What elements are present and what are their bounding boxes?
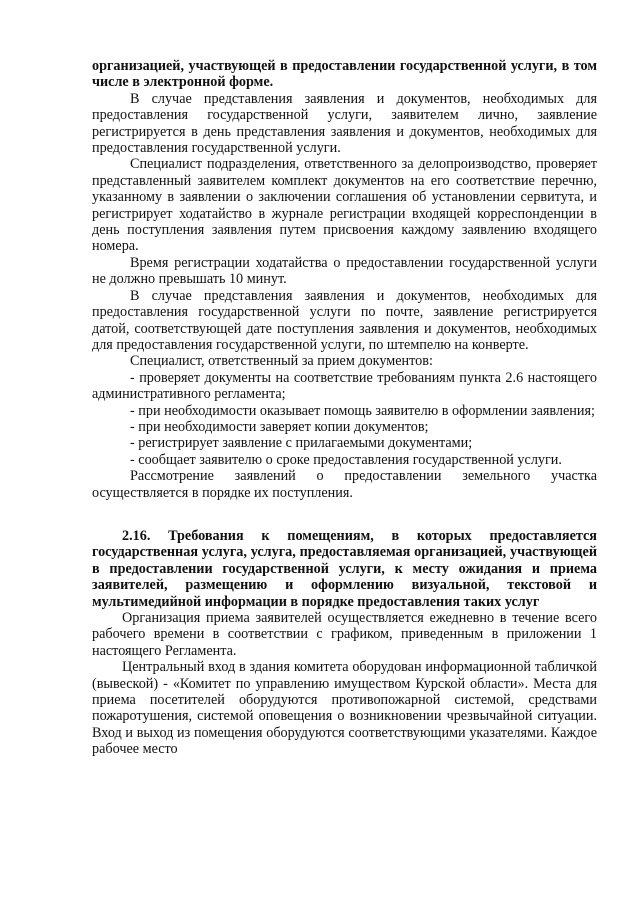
- list-item-certify-copies: - при необходимости заверяет копии документов;: [130, 418, 429, 435]
- paragraph-specialist-check: Специалист подразделения, ответственного за делопроизводство, проверяет представленный заявителем комплект документов на его соответствие перечню, указанному в заявлении о заключении соглашения об установлении сервитута, и регистрирует ходатайство в журнале регистрации входящей корреспонденции в день поступления заявления путем присвоения каждому заявлению входящего номера.: [92, 156, 597, 255]
- paragraph-entrance-equipment: Центральный вход в здания комитета оборудован информационной табличкой (вывеской) - «Комитет по управлению имуществом Курской области». Места для приема посетителей оборудуются противопожарной системой, средствами пожаротушения, системой оповещения о возникновении чрезвычайной ситуации. Вход и выход из помещения оборудуются соответствующими указателями. Каждое рабочее место: [92, 659, 597, 758]
- list-item-check-documents: - проверяет документы на соответствие требованиям пункта 2.6 настоящего административного регламента;: [92, 369, 597, 403]
- paragraph-registration-time: Время регистрации ходатайства о предоставлении государственной услуги не должно превышать 10 минут.: [92, 254, 597, 288]
- paragraph-order-of-review: Рассмотрение заявлений о предоставлении земельного участка осуществляется в порядке их поступления.: [92, 468, 597, 501]
- paragraph-reception-schedule: Организация приема заявителей осуществляется ежедневно в течение всего рабочего времени в соответствии с графиком, приведенным в приложении 1 настоящего Регламента.: [92, 610, 597, 659]
- paragraph-specialist-duties: Специалист, ответственный за прием документов:: [130, 353, 433, 370]
- list-item-assist-applicant: - при необходимости оказывает помощь заявителю в оформлении заявления;: [130, 402, 595, 419]
- paragraph-postal-submission: В случае представления заявления и документов, необходимых для предоставления государственной услуги по почте, заявление регистрируется датой, соответствующей дате поступления заявления и документов, необходимых для предоставления государственной услуги, по штемпелю на конверте.: [92, 287, 597, 353]
- section-spacer: [92, 501, 597, 528]
- document-page: [92, 58, 597, 758]
- section-heading: 2.16. Требования к помещениям, в которых предоставляется государственная услуга, услуга, предоставляемая организацией, участвующей в предоставлении государственной услуги, к месту ожидания и приема заявителей, размещению и оформлению визуальной, текстовой и мультимедийной информации в порядке предоставления таких услуг: [92, 527, 597, 610]
- list-item-register-application: - регистрирует заявление с прилагаемыми документами;: [130, 435, 473, 452]
- paragraph-personal-submission: В случае представления заявления и документов, необходимых для предоставления государственной услуги, заявителем лично, заявление регистрируется в день представления заявления и документов, необходимых для предоставления государственной услуги.: [92, 90, 597, 157]
- list-item-inform-applicant: - сообщает заявителю о сроке предоставления государственной услуги.: [130, 451, 562, 468]
- continued-bold-text: организацией, участвующей в предоставлении государственной услуги, в том числе в электронной форме.: [92, 58, 597, 91]
